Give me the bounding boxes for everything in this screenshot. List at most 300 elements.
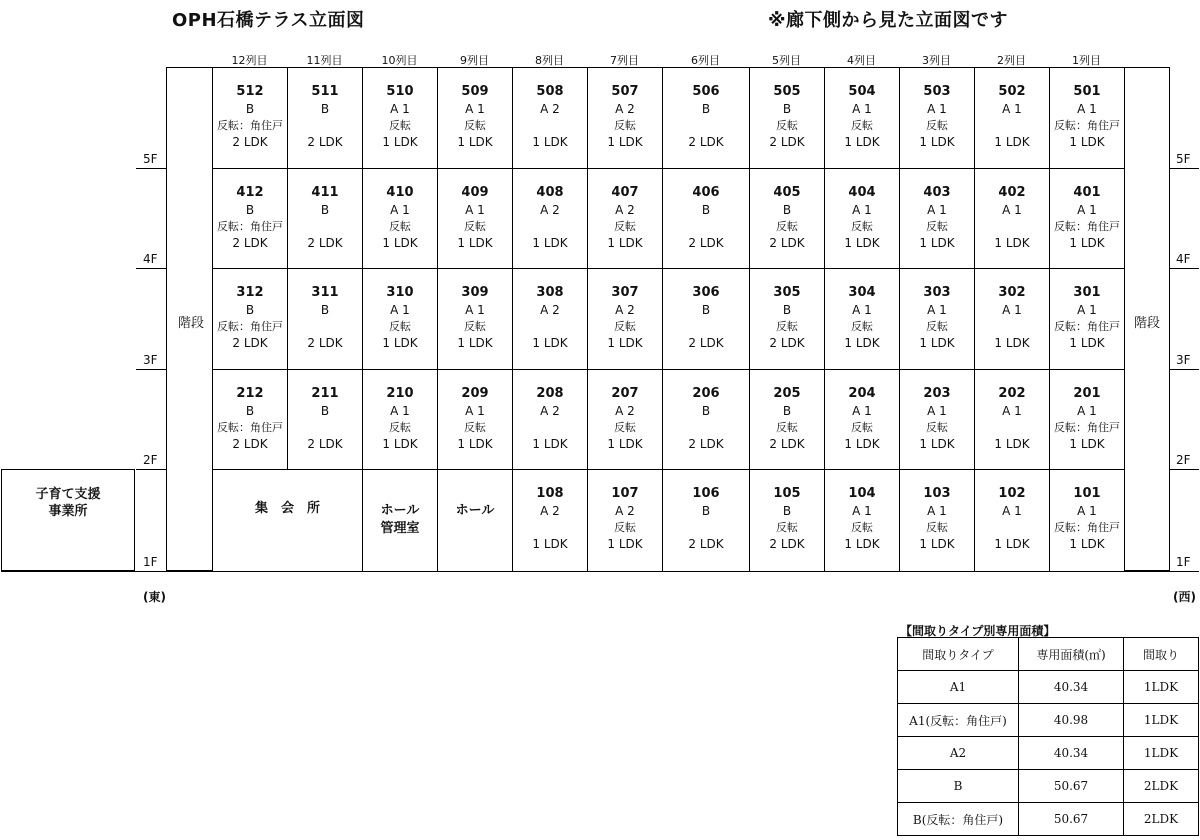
area-table-cell: 2LDK (1124, 770, 1199, 803)
floor-label-left: 4F (143, 252, 158, 266)
unit-number: 304 (848, 285, 876, 300)
unit-208[interactable] (512, 369, 588, 470)
unit-304[interactable] (824, 268, 900, 370)
unit-note: 反転 (776, 119, 798, 132)
unit-note: 反転 (776, 421, 798, 434)
floor-line-left (136, 469, 166, 470)
ground-line (1, 571, 1198, 572)
unit-type: B (701, 203, 711, 217)
unit-layout: 1 LDK (607, 537, 643, 551)
unit-number: 107 (611, 486, 639, 501)
unit-note: 反転 (614, 421, 636, 434)
unit-note: 反転 (614, 320, 636, 333)
unit-layout: 1 LDK (382, 236, 418, 250)
unit-210[interactable] (362, 369, 438, 470)
unit-note: 反転 (851, 521, 873, 534)
unit-layout: 1 LDK (994, 236, 1030, 250)
unit-note: 反転 (464, 421, 486, 434)
unit-number: 504 (848, 84, 876, 99)
area-table-title: 【間取りタイプ別専用面積】 (900, 624, 1056, 638)
unit-number: 511 (311, 84, 339, 99)
unit-layout: 1 LDK (919, 135, 955, 149)
childcare-support-office[interactable] (1, 469, 135, 571)
unit-number: 305 (773, 285, 801, 300)
area-table-cell: 50.67 (1019, 803, 1124, 836)
unit-layout: 1 LDK (532, 336, 568, 350)
unit-number: 106 (692, 486, 720, 501)
unit-note: 反転：角住戸 (217, 119, 283, 132)
column-header: 4列目 (847, 54, 876, 67)
unit-number: 302 (998, 285, 1026, 300)
unit-note: 反転 (389, 220, 411, 233)
unit-number: 506 (692, 84, 720, 99)
childcare-support-label-1: 子育て支援 (35, 487, 101, 502)
unit-number: 203 (923, 386, 951, 401)
area-table-cell: 1LDK (1124, 737, 1199, 770)
hall-room[interactable] (437, 469, 513, 572)
unit-310[interactable] (362, 268, 438, 370)
area-table (897, 637, 1199, 836)
unit-number: 502 (998, 84, 1026, 99)
column-header: 5列目 (772, 54, 801, 67)
unit-layout: 1 LDK (457, 236, 493, 250)
unit-type: B (701, 504, 711, 518)
unit-type: B (245, 303, 255, 317)
unit-201[interactable] (1049, 369, 1125, 470)
unit-401[interactable] (1049, 168, 1125, 269)
unit-layout: 1 LDK (994, 437, 1030, 451)
unit-note: 反転 (926, 421, 948, 434)
unit-type: A 2 (540, 102, 560, 116)
floor-label-right: 1F (1176, 555, 1191, 569)
childcare-support-label-2: 事業所 (48, 504, 88, 519)
area-table-cell: 50.67 (1019, 770, 1124, 803)
unit-406[interactable] (662, 168, 750, 269)
floor-line-right (1169, 369, 1199, 370)
unit-type: A 1 (1077, 404, 1097, 418)
unit-type: A 2 (540, 203, 560, 217)
area-table-header-row (898, 638, 1199, 671)
column-header: 2列目 (997, 54, 1026, 67)
unit-layout: 2 LDK (769, 437, 805, 451)
unit-number: 407 (611, 185, 639, 200)
unit-note: 反転 (614, 119, 636, 132)
unit-306[interactable] (662, 268, 750, 370)
unit-505[interactable] (749, 67, 825, 169)
unit-number: 211 (311, 386, 339, 401)
unit-note: 反転：角住戸 (217, 320, 283, 333)
unit-layout: 1 LDK (532, 437, 568, 451)
area-table-cell: 40.98 (1019, 704, 1124, 737)
unit-212[interactable] (212, 369, 288, 470)
unit-number: 103 (923, 486, 951, 501)
unit-number: 406 (692, 185, 720, 200)
unit-209[interactable] (437, 369, 513, 470)
unit-type: A 1 (852, 303, 872, 317)
unit-508[interactable] (512, 67, 588, 169)
unit-note: 反転 (926, 220, 948, 233)
unit-type: A 2 (615, 102, 635, 116)
drawing-title: OPH石橋テラス立面図 (172, 10, 365, 31)
stairwell-east (166, 67, 213, 571)
unit-type: B (320, 102, 330, 116)
unit-308[interactable] (512, 268, 588, 370)
unit-layout: 1 LDK (457, 135, 493, 149)
unit-layout: 1 LDK (844, 537, 880, 551)
unit-203[interactable] (899, 369, 975, 470)
unit-layout: 2 LDK (688, 336, 724, 350)
unit-405[interactable] (749, 168, 825, 269)
unit-layout: 2 LDK (232, 336, 268, 350)
unit-type: A 1 (1002, 203, 1022, 217)
unit-type: A 2 (615, 203, 635, 217)
floor-label-right: 5F (1176, 152, 1191, 166)
unit-205[interactable] (749, 369, 825, 470)
unit-layout: 1 LDK (844, 437, 880, 451)
unit-note: 反転 (926, 521, 948, 534)
unit-type: A 1 (1002, 504, 1022, 518)
unit-506[interactable] (662, 67, 750, 169)
area-table-cell: A2 (898, 737, 1019, 770)
unit-note: 反転 (851, 421, 873, 434)
hall-management-line1: ホール (380, 503, 420, 518)
unit-note: 反転 (851, 220, 873, 233)
unit-type: B (782, 102, 792, 116)
unit-type: A 1 (1077, 504, 1097, 518)
unit-number: 503 (923, 84, 951, 99)
floor-line-left (136, 268, 166, 269)
unit-layout: 1 LDK (607, 437, 643, 451)
unit-211[interactable] (287, 369, 363, 470)
unit-number: 208 (536, 386, 564, 401)
unit-type: B (782, 404, 792, 418)
area-table-cell: 40.34 (1019, 737, 1124, 770)
unit-type: A 1 (1077, 203, 1097, 217)
meeting-hall[interactable] (212, 469, 363, 572)
floor-line-right (1169, 469, 1199, 470)
unit-number: 108 (536, 486, 564, 501)
direction-east: (東) (143, 590, 166, 604)
unit-type: A 1 (390, 203, 410, 217)
stairwell-label: 階段 (1134, 316, 1161, 331)
unit-509[interactable] (437, 67, 513, 169)
unit-layout: 1 LDK (382, 336, 418, 350)
unit-note: 反転 (851, 119, 873, 132)
unit-303[interactable] (899, 268, 975, 370)
floor-label-left: 2F (143, 453, 158, 467)
unit-number: 209 (461, 386, 489, 401)
area-table-header: 専用面積(㎡) (1019, 638, 1124, 671)
unit-407[interactable] (587, 168, 663, 269)
unit-number: 101 (1073, 486, 1101, 501)
unit-302[interactable] (974, 268, 1050, 370)
unit-number: 412 (236, 185, 264, 200)
unit-type: B (701, 404, 711, 418)
unit-number: 303 (923, 285, 951, 300)
unit-number: 401 (1073, 185, 1101, 200)
unit-number: 311 (311, 285, 339, 300)
unit-305[interactable] (749, 268, 825, 370)
area-table-cell: 40.34 (1019, 671, 1124, 704)
unit-note: 反転 (464, 119, 486, 132)
unit-note: 反転 (614, 220, 636, 233)
unit-type: A 1 (852, 404, 872, 418)
unit-101[interactable] (1049, 469, 1125, 572)
unit-404[interactable] (824, 168, 900, 269)
unit-507[interactable] (587, 67, 663, 169)
column-header: 11列目 (306, 54, 343, 67)
unit-type: A 1 (927, 504, 947, 518)
unit-type: B (701, 102, 711, 116)
unit-type: A 2 (540, 303, 560, 317)
unit-note: 反転 (776, 521, 798, 534)
unit-number: 501 (1073, 84, 1101, 99)
unit-note: 反転 (614, 521, 636, 534)
unit-type: A 1 (927, 102, 947, 116)
unit-layout: 1 LDK (532, 537, 568, 551)
unit-type: A 1 (852, 102, 872, 116)
area-table-cell: B (898, 770, 1019, 803)
area-table-cell: 1LDK (1124, 704, 1199, 737)
unit-layout: 1 LDK (1069, 537, 1105, 551)
unit-note: 反転 (776, 220, 798, 233)
unit-402[interactable] (974, 168, 1050, 269)
unit-409[interactable] (437, 168, 513, 269)
column-header: 8列目 (535, 54, 564, 67)
unit-number: 402 (998, 185, 1026, 200)
unit-layout: 1 LDK (457, 336, 493, 350)
unit-type: A 1 (852, 504, 872, 518)
unit-number: 309 (461, 285, 489, 300)
unit-layout: 2 LDK (769, 336, 805, 350)
unit-number: 403 (923, 185, 951, 200)
column-header: 10列目 (381, 54, 418, 67)
unit-number: 301 (1073, 285, 1101, 300)
unit-note: 反転 (464, 220, 486, 233)
unit-number: 411 (311, 185, 339, 200)
unit-number: 409 (461, 185, 489, 200)
unit-number: 510 (386, 84, 414, 99)
unit-type: A 1 (1002, 102, 1022, 116)
unit-layout: 1 LDK (1069, 437, 1105, 451)
unit-number: 505 (773, 84, 801, 99)
area-table-header: 間取り (1124, 638, 1199, 671)
column-header: 7列目 (610, 54, 639, 67)
floor-label-right: 4F (1176, 252, 1191, 266)
unit-type: A 1 (927, 203, 947, 217)
unit-type: A 2 (615, 404, 635, 418)
unit-106[interactable] (662, 469, 750, 572)
area-table-header: 間取りタイプ (898, 638, 1019, 671)
unit-layout: 1 LDK (994, 336, 1030, 350)
unit-note: 反転：角住戸 (1054, 421, 1120, 434)
unit-layout: 1 LDK (844, 236, 880, 250)
unit-layout: 2 LDK (688, 437, 724, 451)
floor-line-left (136, 168, 166, 169)
unit-number: 204 (848, 386, 876, 401)
unit-type: A 1 (1002, 303, 1022, 317)
unit-number: 512 (236, 84, 264, 99)
area-table-cell: A1 (898, 671, 1019, 704)
area-table-cell: A1(反転：角住戸) (898, 704, 1019, 737)
unit-layout: 1 LDK (1069, 236, 1105, 250)
unit-layout: 1 LDK (532, 135, 568, 149)
unit-type: B (701, 303, 711, 317)
unit-number: 410 (386, 185, 414, 200)
unit-layout: 2 LDK (769, 236, 805, 250)
unit-number: 507 (611, 84, 639, 99)
unit-note: 反転 (389, 421, 411, 434)
unit-108[interactable] (512, 469, 588, 572)
unit-type: A 2 (615, 303, 635, 317)
unit-403[interactable] (899, 168, 975, 269)
unit-number: 310 (386, 285, 414, 300)
unit-type: A 1 (465, 203, 485, 217)
unit-layout: 1 LDK (919, 236, 955, 250)
column-header: 6列目 (691, 54, 720, 67)
unit-311[interactable] (287, 268, 363, 370)
unit-note: 反転 (464, 320, 486, 333)
unit-type: A 1 (1077, 102, 1097, 116)
unit-301[interactable] (1049, 268, 1125, 370)
unit-layout: 1 LDK (607, 336, 643, 350)
column-header: 12列目 (231, 54, 268, 67)
unit-number: 308 (536, 285, 564, 300)
unit-type: A 1 (927, 404, 947, 418)
unit-number: 509 (461, 84, 489, 99)
unit-note: 反転 (389, 320, 411, 333)
unit-309[interactable] (437, 268, 513, 370)
unit-number: 102 (998, 486, 1026, 501)
meeting-hall-label: 集 会 所 (254, 501, 320, 516)
unit-note: 反転 (776, 320, 798, 333)
unit-411[interactable] (287, 168, 363, 269)
unit-type: A 1 (390, 303, 410, 317)
unit-layout: 1 LDK (1069, 135, 1105, 149)
unit-type: A 1 (465, 303, 485, 317)
unit-103[interactable] (899, 469, 975, 572)
stairwell-west (1123, 67, 1170, 571)
floor-label-left: 5F (143, 152, 158, 166)
unit-layout: 1 LDK (994, 135, 1030, 149)
floor-label-right: 3F (1176, 353, 1191, 367)
hall-management-room[interactable] (362, 469, 438, 572)
unit-number: 312 (236, 285, 264, 300)
unit-number: 207 (611, 386, 639, 401)
unit-412[interactable] (212, 168, 288, 269)
unit-502[interactable] (974, 67, 1050, 169)
hall-management-line2: 管理室 (380, 521, 420, 536)
unit-503[interactable] (899, 67, 975, 169)
unit-102[interactable] (974, 469, 1050, 572)
floor-line-left (136, 369, 166, 370)
unit-312[interactable] (212, 268, 288, 370)
unit-104[interactable] (824, 469, 900, 572)
unit-type: A 2 (615, 504, 635, 518)
unit-408[interactable] (512, 168, 588, 269)
unit-number: 205 (773, 386, 801, 401)
unit-layout: 1 LDK (844, 135, 880, 149)
area-table-row (898, 770, 1199, 803)
unit-type: A 1 (390, 102, 410, 116)
floor-label-left: 1F (143, 555, 158, 569)
stairwell-label: 階段 (178, 316, 205, 331)
unit-note: 反転 (851, 320, 873, 333)
unit-number: 210 (386, 386, 414, 401)
unit-207[interactable] (587, 369, 663, 470)
unit-512[interactable] (212, 67, 288, 169)
unit-410[interactable] (362, 168, 438, 269)
unit-type: A 1 (465, 102, 485, 116)
unit-layout: 2 LDK (769, 135, 805, 149)
unit-layout: 2 LDK (769, 537, 805, 551)
unit-501[interactable] (1049, 67, 1125, 169)
unit-number: 408 (536, 185, 564, 200)
unit-layout: 1 LDK (919, 336, 955, 350)
area-table-row (898, 803, 1199, 836)
unit-note: 反転：角住戸 (217, 220, 283, 233)
unit-number: 202 (998, 386, 1026, 401)
unit-note: 反転：角住戸 (217, 421, 283, 434)
unit-202[interactable] (974, 369, 1050, 470)
unit-layout: 2 LDK (307, 336, 343, 350)
unit-layout: 1 LDK (994, 537, 1030, 551)
hall-label: ホール (455, 503, 495, 518)
unit-layout: 1 LDK (919, 437, 955, 451)
unit-510[interactable] (362, 67, 438, 169)
area-table-cell: 2LDK (1124, 803, 1199, 836)
unit-layout: 1 LDK (607, 135, 643, 149)
unit-note: 反転：角住戸 (1054, 320, 1120, 333)
unit-number: 405 (773, 185, 801, 200)
unit-307[interactable] (587, 268, 663, 370)
area-table-cell: 1LDK (1124, 671, 1199, 704)
unit-layout: 2 LDK (688, 537, 724, 551)
unit-107[interactable] (587, 469, 663, 572)
drawing-note: ※廊下側から見た立面図です (768, 10, 1008, 31)
unit-type: A 1 (927, 303, 947, 317)
unit-layout: 1 LDK (844, 336, 880, 350)
unit-type: A 1 (852, 203, 872, 217)
unit-number: 307 (611, 285, 639, 300)
unit-note: 反転 (926, 119, 948, 132)
unit-type: A 1 (1002, 404, 1022, 418)
unit-type: A 2 (540, 404, 560, 418)
unit-204[interactable] (824, 369, 900, 470)
unit-type: A 1 (1077, 303, 1097, 317)
unit-206[interactable] (662, 369, 750, 470)
unit-511[interactable] (287, 67, 363, 169)
unit-type: B (320, 203, 330, 217)
floor-line-right (1169, 168, 1199, 169)
unit-105[interactable] (749, 469, 825, 572)
unit-number: 201 (1073, 386, 1101, 401)
unit-layout: 1 LDK (457, 437, 493, 451)
floor-line-right (1169, 268, 1199, 269)
unit-number: 404 (848, 185, 876, 200)
unit-layout: 2 LDK (307, 437, 343, 451)
unit-note: 反転：角住戸 (1054, 220, 1120, 233)
area-table-row (898, 704, 1199, 737)
unit-type: A 2 (540, 504, 560, 518)
unit-layout: 2 LDK (232, 135, 268, 149)
unit-504[interactable] (824, 67, 900, 169)
unit-layout: 2 LDK (232, 437, 268, 451)
unit-type: A 1 (465, 404, 485, 418)
unit-type: B (245, 102, 255, 116)
unit-layout: 2 LDK (307, 135, 343, 149)
unit-layout: 1 LDK (382, 135, 418, 149)
